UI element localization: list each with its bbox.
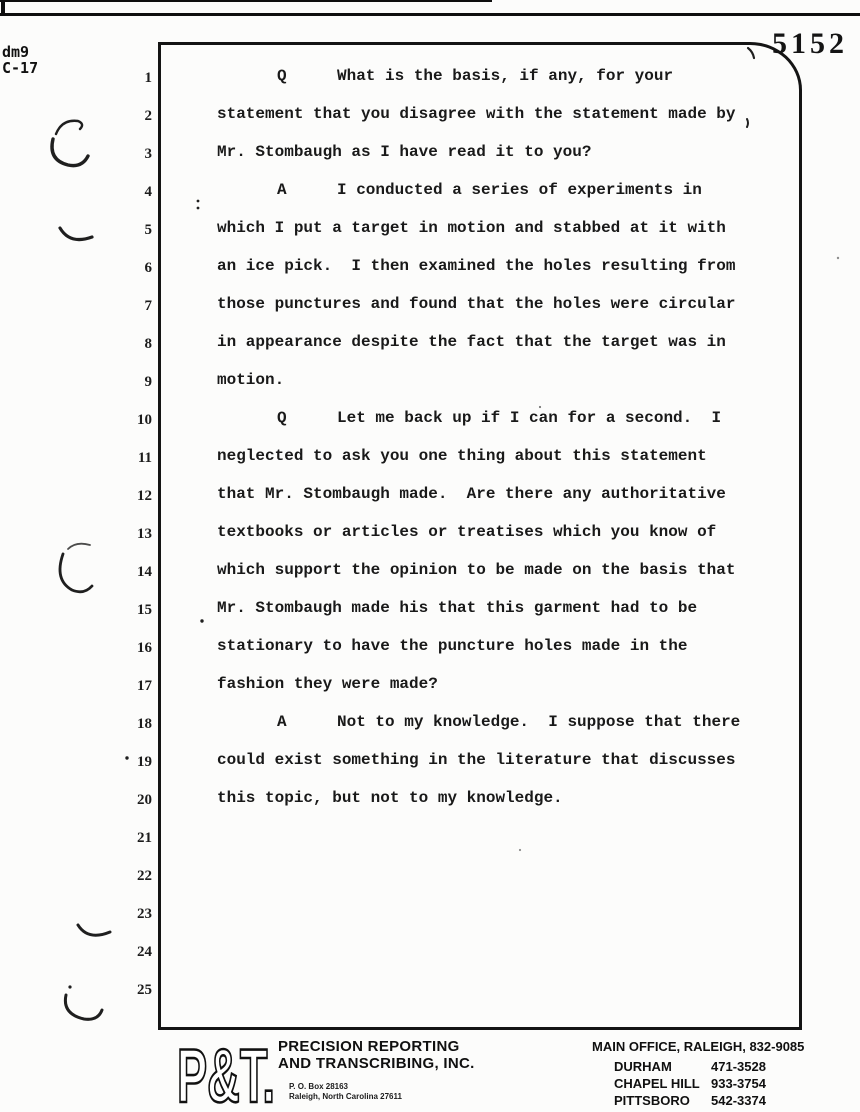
company-name-line1: PRECISION REPORTING [278, 1038, 460, 1055]
branch-city: DURHAM [614, 1059, 672, 1074]
transcript-line [0, 60, 860, 98]
speaker-label: Q [277, 409, 287, 427]
line-number: 8 [144, 336, 152, 352]
line-number: 13 [137, 526, 152, 542]
line-number: 15 [137, 602, 152, 618]
transcript-line [0, 592, 860, 630]
line-text: could exist something in the literature that discusses [217, 751, 736, 769]
line-number: 25 [137, 982, 152, 998]
speaker-label: A [277, 713, 287, 731]
transcript-line [0, 326, 860, 364]
company-name [278, 1038, 475, 1072]
line-number: 10 [137, 412, 152, 428]
page-number-stamp: 5152 [772, 27, 848, 60]
line-text: that Mr. Stombaugh made. Are there any authoritative [217, 485, 726, 503]
line-text: which support the opinion to be made on the basis that [217, 561, 736, 579]
transcript-line [0, 554, 860, 592]
line-number: 22 [137, 868, 152, 884]
transcript-line [0, 212, 860, 250]
line-text: Mr. Stombaugh as I have read it to you? [217, 143, 592, 161]
line-text: stationary to have the puncture holes made in the [217, 637, 688, 655]
line-text: Not to my knowledge. I suppose that there [337, 713, 741, 731]
doc-mark-line2: C-17 [2, 59, 39, 77]
line-text: this topic, but not to my knowledge. [217, 789, 563, 807]
branch-offices [614, 1058, 766, 1109]
speaker-label: Q [277, 67, 287, 85]
transcript-line [0, 136, 860, 174]
line-text: Let me back up if I can for a second. I [337, 409, 722, 427]
line-number: 18 [137, 716, 152, 732]
line-text: neglected to ask you one thing about this statement [217, 447, 707, 465]
transcript-line [0, 288, 860, 326]
transcript-line [0, 820, 860, 858]
line-number: 16 [137, 640, 152, 656]
line-text: an ice pick. I then examined the holes resulting from [217, 257, 736, 275]
transcript-line [0, 782, 860, 820]
branch-city: PITTSBORO [614, 1093, 690, 1108]
line-text: Mr. Stombaugh made his that this garment had to be [217, 599, 698, 617]
branch-office-row [614, 1058, 766, 1075]
line-text: which I put a target in motion and stabbed at it with [217, 219, 726, 237]
line-number: 1 [144, 70, 152, 86]
transcript-line [0, 972, 860, 1010]
transcript-line [0, 858, 860, 896]
line-number: 7 [144, 298, 152, 314]
line-text: statement that you disagree with the statement made by [217, 105, 736, 123]
line-number: 14 [137, 564, 152, 580]
line-text: What is the basis, if any, for your [337, 67, 674, 85]
transcript-line [0, 98, 860, 136]
line-number: 2 [144, 108, 152, 124]
transcript-line [0, 668, 860, 706]
line-text: fashion they were made? [217, 675, 438, 693]
company-name-line2: AND TRANSCRIBING, INC. [278, 1055, 475, 1072]
transcript-line [0, 630, 860, 668]
line-text: motion. [217, 371, 285, 389]
company-address [289, 1082, 402, 1102]
line-number: 3 [144, 146, 152, 162]
line-number: 20 [137, 792, 152, 808]
transcript-line [0, 896, 860, 934]
main-office-line: MAIN OFFICE, RALEIGH, 832-9085 [592, 1039, 805, 1054]
line-number: 19 [137, 754, 152, 770]
line-number: 11 [137, 450, 152, 466]
line-text: in appearance despite the fact that the target was in [217, 333, 726, 351]
company-address-line1: P. O. Box 28163 [289, 1082, 348, 1091]
line-number: 24 [137, 944, 152, 960]
speaker-label: A [277, 181, 287, 199]
line-number: 4 [144, 184, 152, 200]
line-number: 6 [144, 260, 152, 276]
transcript-line [0, 516, 860, 554]
line-number: 12 [137, 488, 152, 504]
branch-office-row [614, 1075, 766, 1092]
branch-office-row [614, 1092, 766, 1109]
company-logo [176, 1036, 278, 1112]
line-number: 17 [137, 678, 152, 694]
transcript-line [0, 744, 860, 782]
company-logo-text: P&T. [177, 1036, 275, 1112]
transcript-line [0, 174, 860, 212]
transcript-line [0, 364, 860, 402]
line-text: textbooks or articles or treatises which you know of [217, 523, 717, 541]
company-address-line2: Raleigh, North Carolina 27611 [289, 1092, 402, 1101]
line-number: 23 [137, 906, 152, 922]
line-text: I conducted a series of experiments in [337, 181, 702, 199]
branch-phone: 933-3754 [711, 1076, 766, 1091]
doc-mark-line1: dm9 [2, 43, 30, 61]
line-number: 9 [144, 374, 152, 390]
branch-city: CHAPEL HILL [614, 1076, 700, 1091]
transcript-line [0, 250, 860, 288]
transcript-line [0, 440, 860, 478]
line-number: 21 [137, 830, 152, 846]
line-number: 5 [144, 222, 152, 238]
line-text: those punctures and found that the holes were circular [217, 295, 736, 313]
transcript-line [0, 934, 860, 972]
transcript-line [0, 706, 860, 744]
transcript-line [0, 478, 860, 516]
branch-phone: 542-3374 [711, 1093, 766, 1108]
branch-phone: 471-3528 [711, 1059, 766, 1074]
transcript-line [0, 402, 860, 440]
